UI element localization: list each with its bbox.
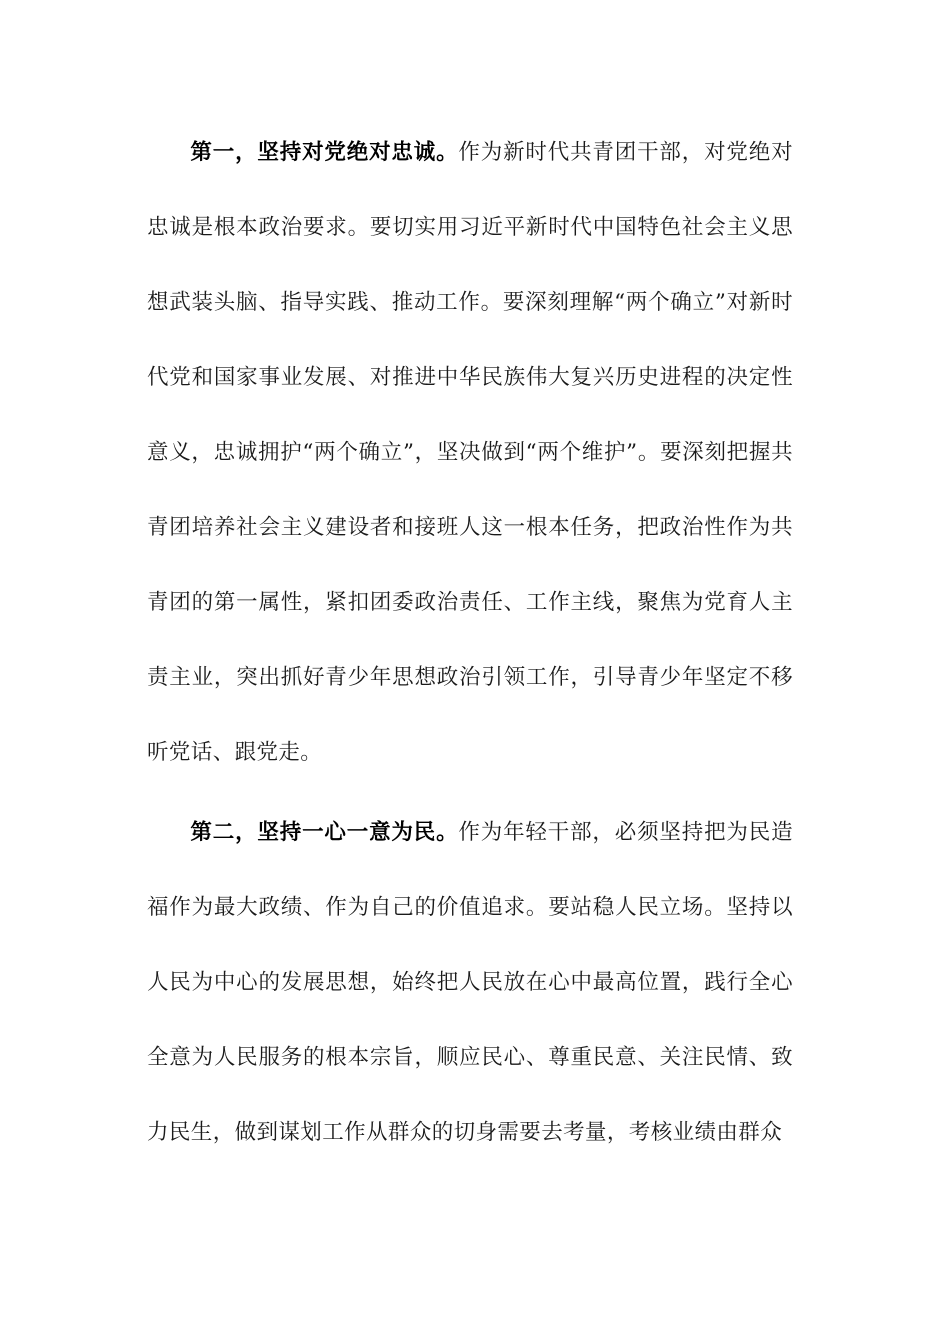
- paragraph-body: 作为年轻干部，必须坚持把为民造福作为最大政绩、作为自己的价值追求。要站稳人民立场。坚持以人民为中心的发展思想，始终把人民放在心中最高位置，践行全心全意为人民服务的根本宗旨，顺应民心、尊重民意、关注民情、致力民生，做到谋划工作从群众的切身需要去考量，考核业绩由群众: [147, 820, 793, 1145]
- paragraph-body: 作为新时代共青团干部，对党绝对忠诚是根本政治要求。要切实用习近平新时代中国特色社会主义思想武装头脑、指导实践、推动工作。要深刻理解“两个确立”对新时代党和国家事业发展、对推进中华民族伟大复兴历史进程的决定性意义，忠诚拥护“两个确立”，坚决做到“两个维护”。要深刻把握共青团培养社会主义建设者和接班人这一根本任务，把政治性作为共青团的第一属性，紧扣团委政治责任、工作主线，聚焦为党育人主责主业，突出抓好青少年思想政治引领工作，引导青少年坚定不移听党话、跟党走。: [147, 140, 793, 765]
- paragraph-loyalty: [147, 115, 793, 790]
- paragraph-serve-people: [147, 795, 793, 1170]
- paragraph-heading: 第二，坚持一心一意为民。: [190, 820, 459, 845]
- paragraph-heading: 第一，坚持对党绝对忠诚。: [190, 140, 459, 165]
